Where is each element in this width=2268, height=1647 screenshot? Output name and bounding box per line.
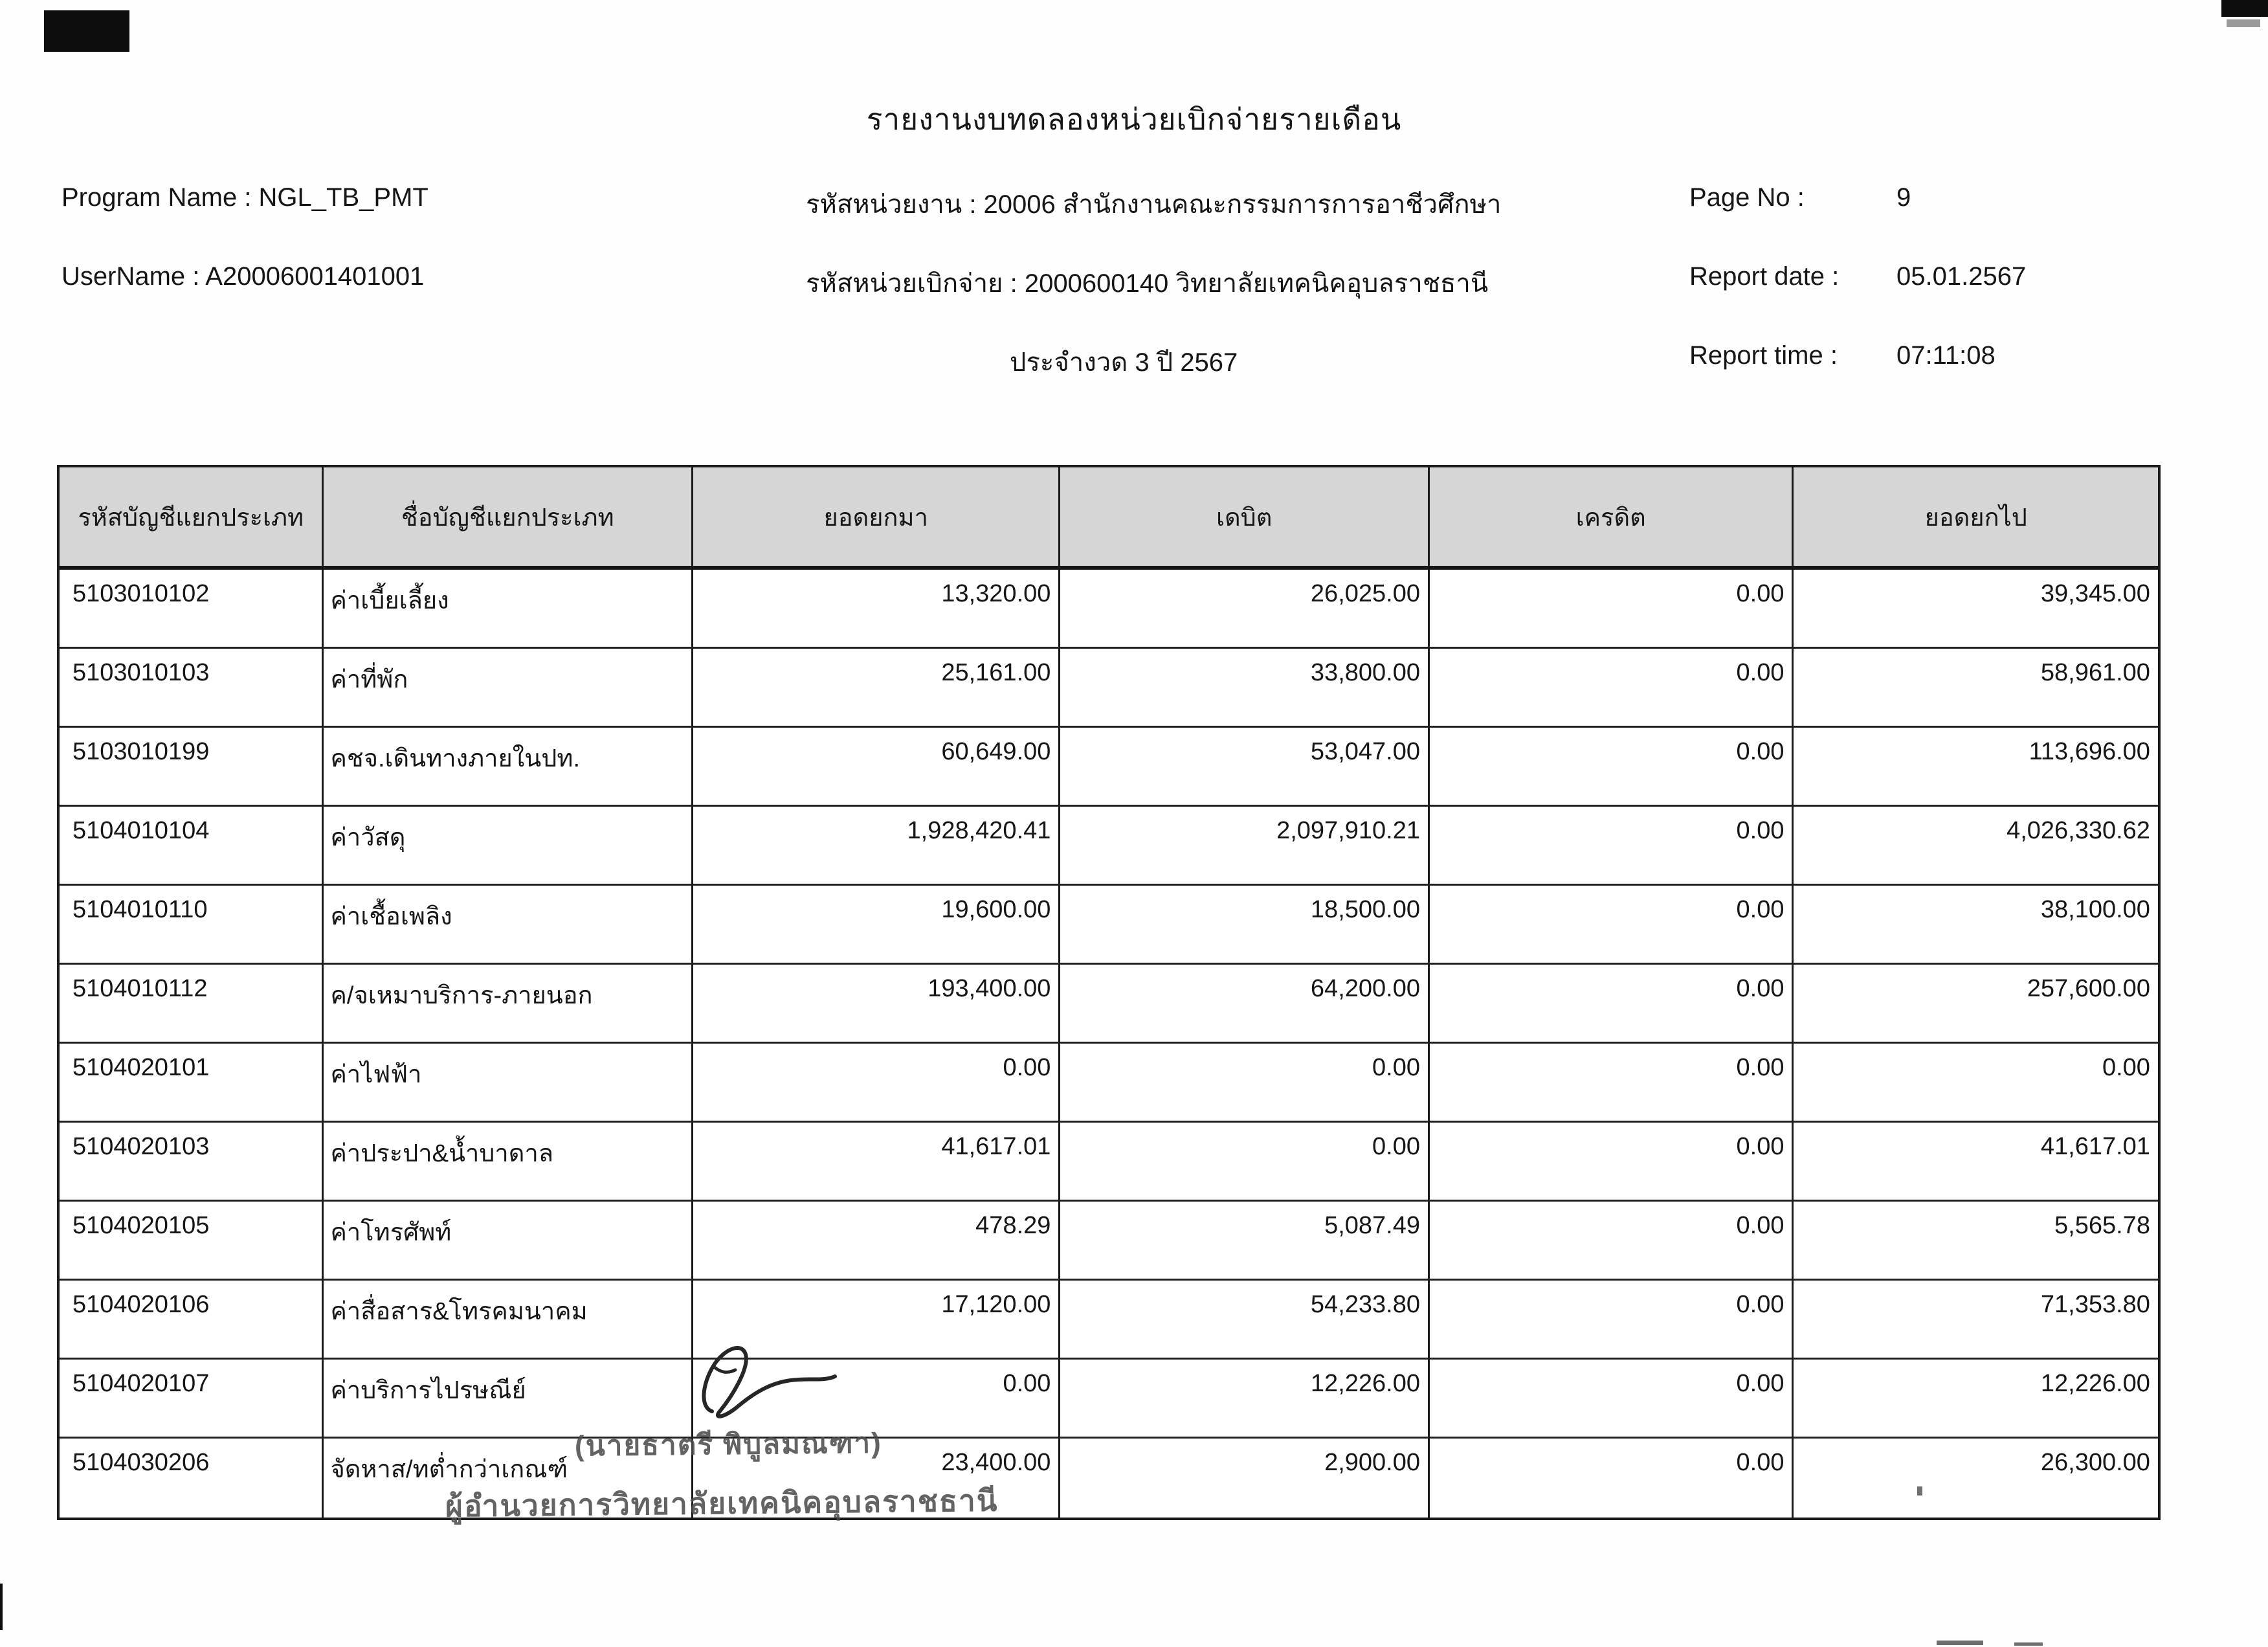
report-date-value: 05.01.2567: [1896, 262, 2027, 291]
carried-forward-cell: 4,026,330.62: [2007, 817, 2150, 844]
disbursement-unit-line: รหัสหน่วยเบิกจ่าย : 2000600140 วิทยาลัยเทคนิคอุบลราชธานี: [806, 269, 1489, 298]
report-table-body: [60, 570, 2158, 1518]
debit-cell: 54,233.80: [1060, 1281, 1430, 1358]
brought-forward-cell: 23,400.00: [693, 1439, 1060, 1518]
credit-cell: 0.00: [1430, 807, 1794, 884]
column-header-brought-forward: ยอดยกมา: [693, 467, 1060, 566]
scan-artifact-top-left: [44, 10, 129, 52]
table-row: [60, 1439, 2158, 1518]
account-code-cell: 5103010103: [60, 649, 324, 726]
account-name-cell: ค่าไฟฟ้า: [324, 1044, 693, 1121]
brought-forward-cell: 60,649.00: [693, 728, 1060, 805]
credit-cell: 0.00: [1430, 1123, 1794, 1200]
column-header-account-code: รหัสบัญชีแยกประเภท: [60, 467, 324, 566]
account-code-cell: 5104020106: [60, 1281, 324, 1358]
debit-cell: 2,097,910.21: [1060, 807, 1430, 884]
scan-artifact-comma-mark: [1917, 1486, 1922, 1496]
carried-forward-cell: 39,345.00: [2040, 580, 2150, 607]
table-row: [60, 965, 2158, 1044]
credit-cell: 0.00: [1430, 1360, 1794, 1437]
carried-forward-cell: 257,600.00: [2027, 975, 2150, 1002]
stamp-signer-name: (นายธาตรี พิบูลมณฑา): [574, 1427, 883, 1462]
table-header-row: [60, 467, 2158, 570]
signature-scribble: [694, 1335, 843, 1426]
carried-forward-cell: 58,961.00: [2040, 659, 2150, 686]
report-time-label: Report time :: [1689, 341, 1838, 370]
brought-forward-cell: 0.00: [693, 1360, 1060, 1437]
table-row: [60, 1123, 2158, 1202]
program-name-line: Program Name : NGL_TB_PMT: [61, 183, 428, 212]
brought-forward-cell: 17,120.00: [693, 1281, 1060, 1358]
account-name-cell: ค่าสื่อสาร&โทรคมนาคม: [324, 1281, 693, 1358]
username-line: UserName : A20006001401001: [61, 262, 425, 291]
debit-cell: 33,800.00: [1060, 649, 1430, 726]
carried-forward-cell: 113,696.00: [2029, 738, 2150, 765]
account-code-cell: 5104010112: [60, 965, 324, 1042]
table-row: [60, 886, 2158, 965]
table-row: [60, 570, 2158, 649]
account-name-cell: จัดหาส/ทต่ำกว่าเกณฑ์: [324, 1439, 693, 1518]
column-header-debit: เดบิต: [1060, 467, 1430, 566]
brought-forward-cell: 193,400.00: [693, 965, 1060, 1042]
account-name-cell: ค่าวัสดุ: [324, 807, 693, 884]
scan-artifact-bottom-dash-2: [2014, 1642, 2043, 1646]
debit-cell: 26,025.00: [1060, 570, 1430, 647]
account-code-cell: 5103010102: [60, 570, 324, 647]
brought-forward-cell: 41,617.01: [693, 1123, 1060, 1200]
scan-artifact-top-right: [2221, 0, 2268, 17]
table-row: [60, 1044, 2158, 1123]
account-code-cell: 5104010110: [60, 886, 324, 963]
debit-cell: 2,900.00: [1060, 1439, 1430, 1518]
table-row: [60, 1360, 2158, 1439]
page-no-label: Page No :: [1689, 183, 1805, 212]
credit-cell: 0.00: [1430, 728, 1794, 805]
debit-cell: 0.00: [1060, 1123, 1430, 1200]
account-name-cell: ค่าที่พัก: [324, 649, 693, 726]
account-code-cell: 5104020107: [60, 1360, 324, 1437]
credit-cell: 0.00: [1430, 1439, 1794, 1518]
debit-cell: 0.00: [1060, 1044, 1430, 1121]
account-name-cell: ค่าประปา&น้ำบาดาล: [324, 1123, 693, 1200]
scan-artifact-top-right-2: [2227, 19, 2260, 27]
debit-cell: 5,087.49: [1060, 1202, 1430, 1279]
account-name-cell: ค่าเชื้อเพลิง: [324, 886, 693, 963]
account-name-cell: ค่าโทรศัพท์: [324, 1202, 693, 1279]
credit-cell: 0.00: [1430, 886, 1794, 963]
table-row: [60, 649, 2158, 728]
period-line: ประจำงวด 3 ปี 2567: [1010, 348, 1238, 377]
account-code-cell: 5104020103: [60, 1123, 324, 1200]
account-name-cell: ค่าเบี้ยเลี้ยง: [324, 570, 693, 647]
debit-cell: 18,500.00: [1060, 886, 1430, 963]
credit-cell: 0.00: [1430, 1281, 1794, 1358]
brought-forward-cell: 478.29: [693, 1202, 1060, 1279]
column-header-carried-forward: ยอดยกไป: [1924, 504, 2027, 532]
brought-forward-cell: 25,161.00: [693, 649, 1060, 726]
table-row: [60, 728, 2158, 807]
account-name-cell: คชจ.เดินทางภายในปท.: [324, 728, 693, 805]
column-header-account-name: ชื่อบัญชีแยกประเภท: [324, 467, 693, 566]
table-row: [60, 1281, 2158, 1360]
carried-forward-cell: 12,226.00: [2040, 1370, 2150, 1397]
account-name-cell: ค่าบริการไปรษณีย์: [324, 1360, 693, 1437]
carried-forward-cell: 5,565.78: [2054, 1212, 2150, 1239]
carried-forward-cell: 71,353.80: [2040, 1291, 2150, 1318]
credit-cell: 0.00: [1430, 965, 1794, 1042]
credit-cell: 0.00: [1430, 570, 1794, 647]
report-time-value: 07:11:08: [1896, 341, 1996, 370]
account-code-cell: 5104030206: [60, 1439, 324, 1518]
report-title: รายงานงบทดลองหน่วยเบิกจ่ายรายเดือน: [866, 102, 1402, 136]
debit-cell: 64,200.00: [1060, 965, 1430, 1042]
column-header-credit: เครดิต: [1430, 467, 1794, 566]
brought-forward-cell: 1,928,420.41: [693, 807, 1060, 884]
brought-forward-cell: 13,320.00: [693, 570, 1060, 647]
carried-forward-cell: 26,300.00: [2040, 1449, 2150, 1476]
debit-cell: 53,047.00: [1060, 728, 1430, 805]
brought-forward-cell: 0.00: [693, 1044, 1060, 1121]
credit-cell: 0.00: [1430, 1044, 1794, 1121]
account-code-cell: 5103010199: [60, 728, 324, 805]
carried-forward-cell: 0.00: [2102, 1054, 2150, 1081]
carried-forward-cell: 38,100.00: [2040, 896, 2150, 923]
stamp-signer-title: ผู้อำนวยการวิทยาลัยเทคนิคอุบลราชธานี: [445, 1483, 999, 1523]
credit-cell: 0.00: [1430, 1202, 1794, 1279]
agency-code-line: รหัสหน่วยงาน : 20006 สำนักงานคณะกรรมการการอาชีวศึกษา: [806, 190, 1502, 219]
trial-balance-table: [57, 465, 2161, 1520]
scan-artifact-bottom-left-line: [0, 1584, 3, 1630]
account-code-cell: 5104020101: [60, 1044, 324, 1121]
account-name-cell: ค/จเหมาบริการ-ภายนอก: [324, 965, 693, 1042]
debit-cell: 12,226.00: [1060, 1360, 1430, 1437]
scan-artifact-bottom-dash-1: [1937, 1641, 1983, 1645]
brought-forward-cell: 19,600.00: [693, 886, 1060, 963]
table-row: [60, 1202, 2158, 1281]
account-code-cell: 5104020105: [60, 1202, 324, 1279]
report-date-label: Report date :: [1689, 262, 1840, 291]
credit-cell: 0.00: [1430, 649, 1794, 726]
carried-forward-cell: 41,617.01: [2040, 1133, 2150, 1160]
table-row: [60, 807, 2158, 886]
page-no-value: 9: [1896, 183, 1911, 212]
account-code-cell: 5104010104: [60, 807, 324, 884]
